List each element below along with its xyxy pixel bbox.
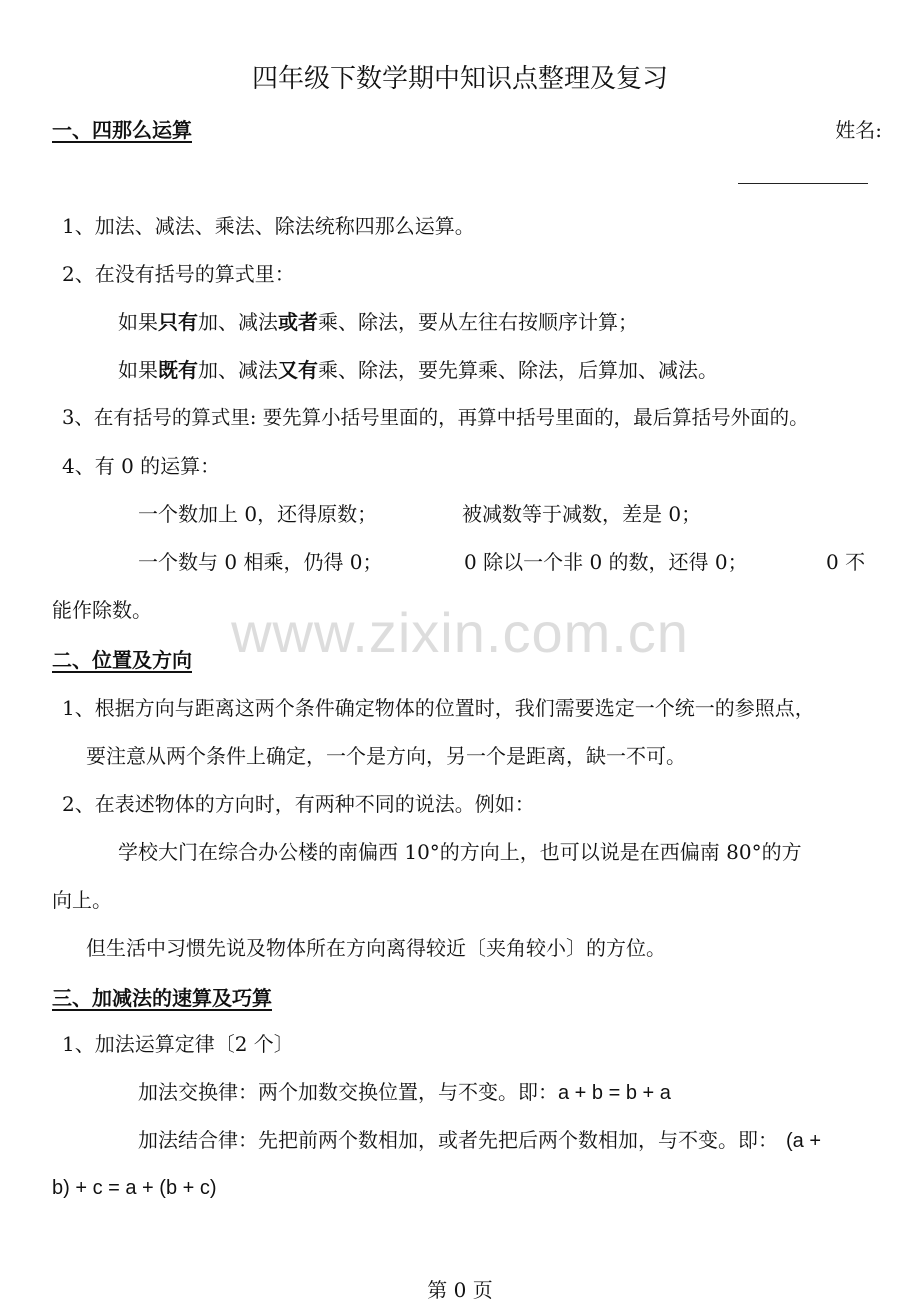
s2-line-5: 向上。 bbox=[52, 888, 112, 912]
section-heading-2: 二、位置及方向 bbox=[52, 648, 192, 672]
s1-line-9: 能作除数。 bbox=[52, 598, 152, 622]
s1-line-8a: 一个数与 0 相乘，仍得 0； bbox=[138, 550, 383, 574]
s3-line-1: 1、加法运算定律〔2 个〕 bbox=[62, 1032, 294, 1056]
s1-line-7b: 被减数等于减数，差是 0； bbox=[462, 502, 702, 526]
page-footer: 第 0 页 bbox=[427, 1278, 493, 1302]
name-blank-line bbox=[738, 183, 868, 184]
s2-line-1: 1、根据方向与距离这两个条件确定物体的位置时，我们需要选定一个统一的参照点， bbox=[62, 696, 815, 720]
s1-line-5: 3、在有括号的算式里: 要先算小括号里面的，再算中括号里面的，最后算括号外面的。 bbox=[62, 406, 809, 429]
s1-line-8b: 0 除以一个非 0 的数，还得 0； bbox=[464, 550, 748, 574]
section-heading-1: 一、四那么运算 bbox=[52, 118, 192, 142]
s2-line-2: 要注意从两个条件上确定，一个是方向，另一个是距离，缺一不可。 bbox=[86, 744, 686, 768]
s3-line-2: 加法交换律：两个加数交换位置，与不变。即：a + b = b + a bbox=[138, 1080, 671, 1104]
s1-line-7a: 一个数加上 0，还得原数； bbox=[138, 502, 378, 526]
s3-line-3: 加法结合律：先把前两个数相加，或者先把后两个数相加，与不变。即： (a + bbox=[138, 1128, 822, 1152]
watermark: www.zixin.com.cn bbox=[231, 601, 689, 664]
s2-line-4: 学校大门在综合办公楼的南偏西 10°的方向上，也可以说是在西偏南 80°的方 bbox=[118, 840, 802, 864]
s2-line-6: 但生活中习惯先说及物体所在方向离得较近〔夹角较小〕的方位。 bbox=[86, 936, 666, 960]
s2-line-3: 2、在表述物体的方向时，有两种不同的说法。例如： bbox=[62, 792, 535, 816]
s1-line-2: 2、在没有括号的算式里： bbox=[62, 262, 295, 286]
s1-line-4: 如果既有加、减法又有乘、除法，要先算乘、除法，后算加、减法。 bbox=[118, 358, 718, 382]
section-heading-3: 三、加减法的速算及巧算 bbox=[52, 986, 272, 1010]
s3-line-4: b) + c = a + (b + c) bbox=[52, 1177, 217, 1199]
name-label: 姓名: bbox=[835, 118, 882, 142]
page-title: 四年级下数学期中知识点整理及复习 bbox=[251, 64, 668, 94]
s1-line-3: 如果只有加、减法或者乘、除法，要从左往右按顺序计算； bbox=[118, 310, 638, 334]
s1-line-8c: 0 不 bbox=[826, 550, 866, 574]
s1-line-6: 4、有 0 的运算： bbox=[62, 454, 221, 478]
s1-line-1: 1、加法、减法、乘法、除法统称四那么运算。 bbox=[62, 214, 475, 238]
